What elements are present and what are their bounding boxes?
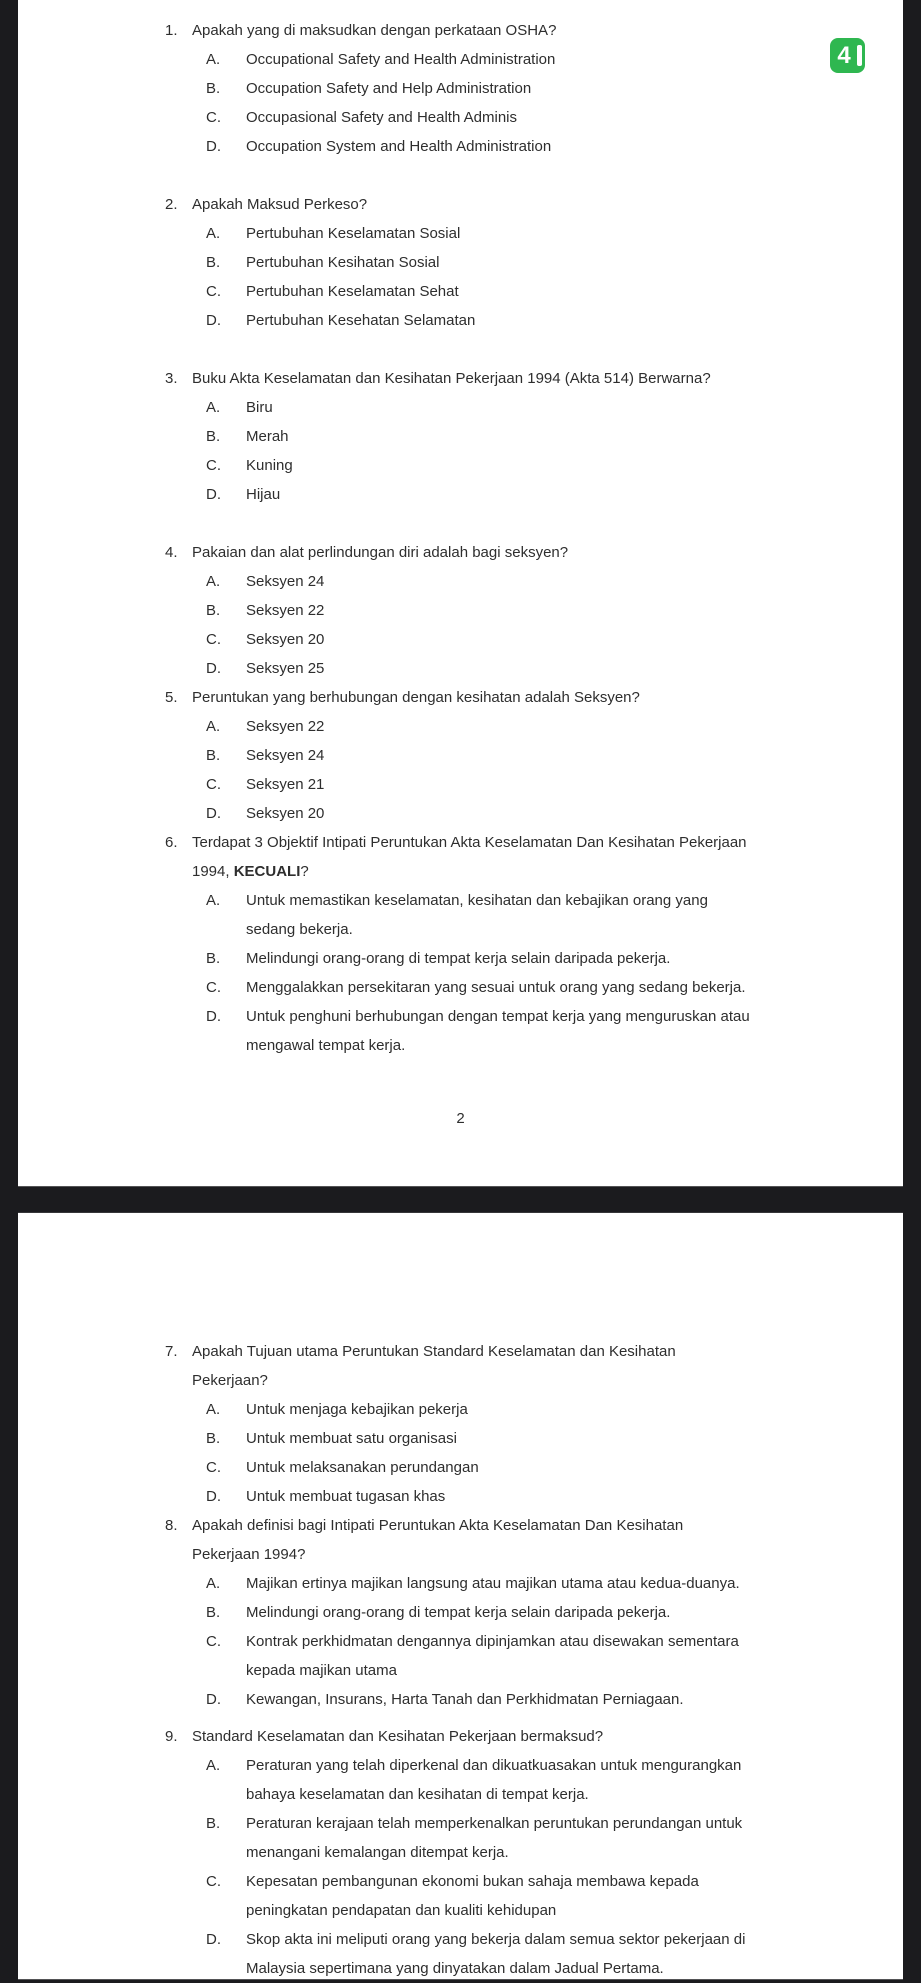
option-text: Occupation Safety and Help Administration	[246, 80, 532, 97]
answer-option	[206, 741, 875, 770]
option-letter: C.	[206, 1633, 221, 1650]
question-block	[165, 364, 875, 509]
answer-option	[206, 1569, 875, 1598]
options-list	[206, 45, 875, 161]
answer-option	[206, 480, 875, 509]
option-letter: B.	[206, 1604, 221, 1621]
option-text: Untuk menjaga kebajikan pekerja	[246, 1401, 468, 1418]
option-text: Occupational Safety and Health Administration	[246, 51, 556, 68]
option-text: Kewangan, Insurans, Harta Tanah dan Perkhidmatan Perniagaan.	[246, 1691, 684, 1708]
answer-option	[206, 103, 875, 132]
option-letter: C.	[206, 109, 221, 126]
option-letter: A.	[206, 51, 221, 68]
option-letter: C.	[206, 776, 221, 793]
option-text: Kontrak perkhidmatan dengannya dipinjamkan atau disewakan sementara kepada majikan utama	[246, 1633, 739, 1679]
option-letter: C.	[206, 1873, 221, 1890]
option-letter: B.	[206, 1430, 221, 1447]
option-text: Seksyen 24	[246, 747, 325, 764]
option-text: Pertubuhan Keselamatan Sehat	[246, 283, 459, 300]
answer-option	[206, 1867, 875, 1925]
option-text: Peraturan kerajaan telah memperkenalkan peruntukan perundangan untuk menangani kemalangan ditempat kerja.	[246, 1815, 743, 1861]
answer-option	[206, 625, 875, 654]
annotation-count-badge[interactable]	[830, 38, 865, 73]
option-letter: D.	[206, 805, 221, 822]
question-block	[165, 538, 875, 683]
answer-option	[206, 1751, 875, 1809]
answer-option	[206, 45, 875, 74]
answer-option	[206, 393, 875, 422]
options-list	[206, 567, 875, 683]
question-block	[165, 683, 875, 828]
answer-option	[206, 1453, 875, 1482]
answer-option	[206, 1925, 875, 1983]
answer-option	[206, 944, 875, 973]
question-text: Apakah Tujuan utama Peruntukan Standard Keselamatan dan Kesihatan Pekerjaan?	[192, 1343, 676, 1389]
question-text: Pakaian dan alat perlindungan diri adalah bagi seksyen?	[192, 544, 569, 561]
page-number-footer: 2	[456, 1110, 465, 1127]
option-text: Menggalakkan persekitaran yang sesuai untuk orang yang sedang bekerja.	[246, 979, 746, 996]
option-text: Untuk melaksanakan perundangan	[246, 1459, 479, 1476]
option-text: Seksyen 22	[246, 602, 325, 619]
answer-option	[206, 451, 875, 480]
answer-option	[206, 712, 875, 741]
option-text: Kepesatan pembangunan ekonomi bukan sahaja membawa kepada peningkatan pendapatan dan kualiti kehidupan	[246, 1873, 699, 1919]
option-letter: C.	[206, 979, 221, 996]
option-letter: A.	[206, 1575, 221, 1592]
option-text: Peraturan yang telah diperkenal dan dikuatkuasakan untuk mengurangkan bahaya keselamatan dan kesihatan di tempat kerja.	[246, 1757, 742, 1803]
options-list	[206, 1751, 875, 1983]
answer-option	[206, 1598, 875, 1627]
option-text: Untuk memastikan keselamatan, kesihatan dan kebajikan orang yang sedang bekerja.	[246, 892, 708, 938]
option-letter: C.	[206, 283, 221, 300]
answer-option	[206, 596, 875, 625]
question-list	[18, 1213, 903, 1983]
question-text: Apakah Maksud Perkeso?	[192, 196, 368, 213]
option-text: Hijau	[246, 486, 281, 503]
answer-option	[206, 799, 875, 828]
option-text: Untuk membuat tugasan khas	[246, 1488, 446, 1505]
question-number: 4.	[165, 544, 178, 561]
option-text: Majikan ertinya majikan langsung atau majikan utama atau kedua-duanya.	[246, 1575, 740, 1592]
option-letter: D.	[206, 138, 221, 155]
option-text: Occupation System and Health Administration	[246, 138, 552, 155]
option-letter: C.	[206, 1459, 221, 1476]
question-block	[165, 1511, 875, 1714]
option-letter: B.	[206, 254, 221, 271]
question-number: 3.	[165, 370, 178, 387]
option-text: Pertubuhan Keselamatan Sosial	[246, 225, 461, 242]
question-text: Terdapat 3 Objektif Intipati Peruntukan Akta Keselamatan Dan Kesihatan Pekerjaan 1994, KECUALI?	[192, 834, 747, 880]
answer-option	[206, 1482, 875, 1511]
option-letter: B.	[206, 950, 221, 967]
options-list	[206, 393, 875, 509]
question-number: 2.	[165, 196, 178, 213]
question-text: Apakah definisi bagi Intipati Peruntukan Akta Keselamatan Dan Kesihatan Pekerjaan 1994?	[192, 1517, 684, 1563]
option-letter: D.	[206, 1488, 221, 1505]
question-number: 7.	[165, 1343, 178, 1360]
option-letter: A.	[206, 1401, 221, 1418]
option-letter: C.	[206, 457, 221, 474]
question-block	[165, 1337, 875, 1511]
option-text: Seksyen 22	[246, 718, 325, 735]
option-letter: B.	[206, 1815, 221, 1832]
option-text: Untuk membuat satu organisasi	[246, 1430, 457, 1447]
document-page-1	[18, 0, 903, 1186]
option-letter: C.	[206, 631, 221, 648]
option-text: Kuning	[246, 457, 293, 474]
option-letter: A.	[206, 225, 221, 242]
question-number: 8.	[165, 1517, 178, 1534]
option-letter: A.	[206, 718, 221, 735]
answer-option	[206, 1685, 875, 1714]
answer-option	[206, 306, 875, 335]
option-letter: D.	[206, 1931, 221, 1948]
options-list	[206, 1569, 875, 1714]
option-text: Seksyen 24	[246, 573, 325, 590]
question-block	[165, 16, 875, 161]
answer-option	[206, 1002, 875, 1060]
question-text: Buku Akta Keselamatan dan Kesihatan Pekerjaan 1994 (Akta 514) Berwarna?	[192, 370, 711, 387]
answer-option	[206, 1627, 875, 1685]
option-letter: B.	[206, 747, 221, 764]
option-text: Seksyen 20	[246, 631, 325, 648]
option-letter: D.	[206, 312, 221, 329]
answer-option	[206, 886, 875, 944]
option-text: Seksyen 20	[246, 805, 325, 822]
option-letter: B.	[206, 428, 221, 445]
option-letter: D.	[206, 1691, 221, 1708]
question-number: 6.	[165, 834, 178, 851]
answer-option	[206, 1809, 875, 1867]
option-text: Seksyen 21	[246, 776, 325, 793]
option-text: Pertubuhan Kesihatan Sosial	[246, 254, 440, 271]
option-letter: A.	[206, 892, 221, 909]
question-block	[165, 828, 875, 1060]
option-letter: B.	[206, 80, 221, 97]
badge-count: 4	[837, 41, 851, 69]
option-text: Melindungi orang-orang di tempat kerja selain daripada pekerja.	[246, 1604, 671, 1621]
options-list	[206, 1395, 875, 1511]
answer-option	[206, 1395, 875, 1424]
question-number: 9.	[165, 1728, 178, 1745]
options-list	[206, 886, 875, 1060]
option-letter: A.	[206, 1757, 221, 1774]
question-block	[165, 190, 875, 335]
option-text: Merah	[246, 428, 289, 445]
option-text: Skop akta ini meliputi orang yang bekerja dalam semua sektor pekerjaan di Malaysia sepertimana yang dinyatakan dalam Jadual Pertama.	[246, 1931, 746, 1977]
answer-option	[206, 567, 875, 596]
question-block	[165, 1722, 875, 1983]
options-list	[206, 712, 875, 828]
option-text: Biru	[246, 399, 273, 416]
question-text: Apakah yang di maksudkan dengan perkataan OSHA?	[192, 22, 557, 39]
question-number: 5.	[165, 689, 178, 706]
answer-option	[206, 1424, 875, 1453]
answer-option	[206, 219, 875, 248]
option-text: Melindungi orang-orang di tempat kerja selain daripada pekerja.	[246, 950, 671, 967]
option-letter: D.	[206, 1008, 221, 1025]
answer-option	[206, 132, 875, 161]
option-text: Occupasional Safety and Health Adminis	[246, 109, 517, 126]
option-letter: D.	[206, 486, 221, 503]
option-letter: D.	[206, 660, 221, 677]
question-list	[18, 0, 903, 1060]
option-letter: A.	[206, 573, 221, 590]
answer-option	[206, 654, 875, 683]
question-text: Standard Keselamatan dan Kesihatan Pekerjaan bermaksud?	[192, 1728, 604, 1745]
option-text: Seksyen 25	[246, 660, 325, 677]
question-number: 1.	[165, 22, 178, 39]
option-text: Untuk penghuni berhubungan dengan tempat kerja yang menguruskan atau mengawal tempat kerja.	[246, 1008, 750, 1054]
document-page-2	[18, 1213, 903, 1979]
option-letter: B.	[206, 602, 221, 619]
answer-option	[206, 248, 875, 277]
answer-option	[206, 770, 875, 799]
options-list	[206, 219, 875, 335]
option-letter: A.	[206, 399, 221, 416]
answer-option	[206, 74, 875, 103]
answer-option	[206, 973, 875, 1002]
answer-option	[206, 422, 875, 451]
question-text: Peruntukan yang berhubungan dengan kesihatan adalah Seksyen?	[192, 689, 640, 706]
option-text: Pertubuhan Kesehatan Selamatan	[246, 312, 476, 329]
answer-option	[206, 277, 875, 306]
